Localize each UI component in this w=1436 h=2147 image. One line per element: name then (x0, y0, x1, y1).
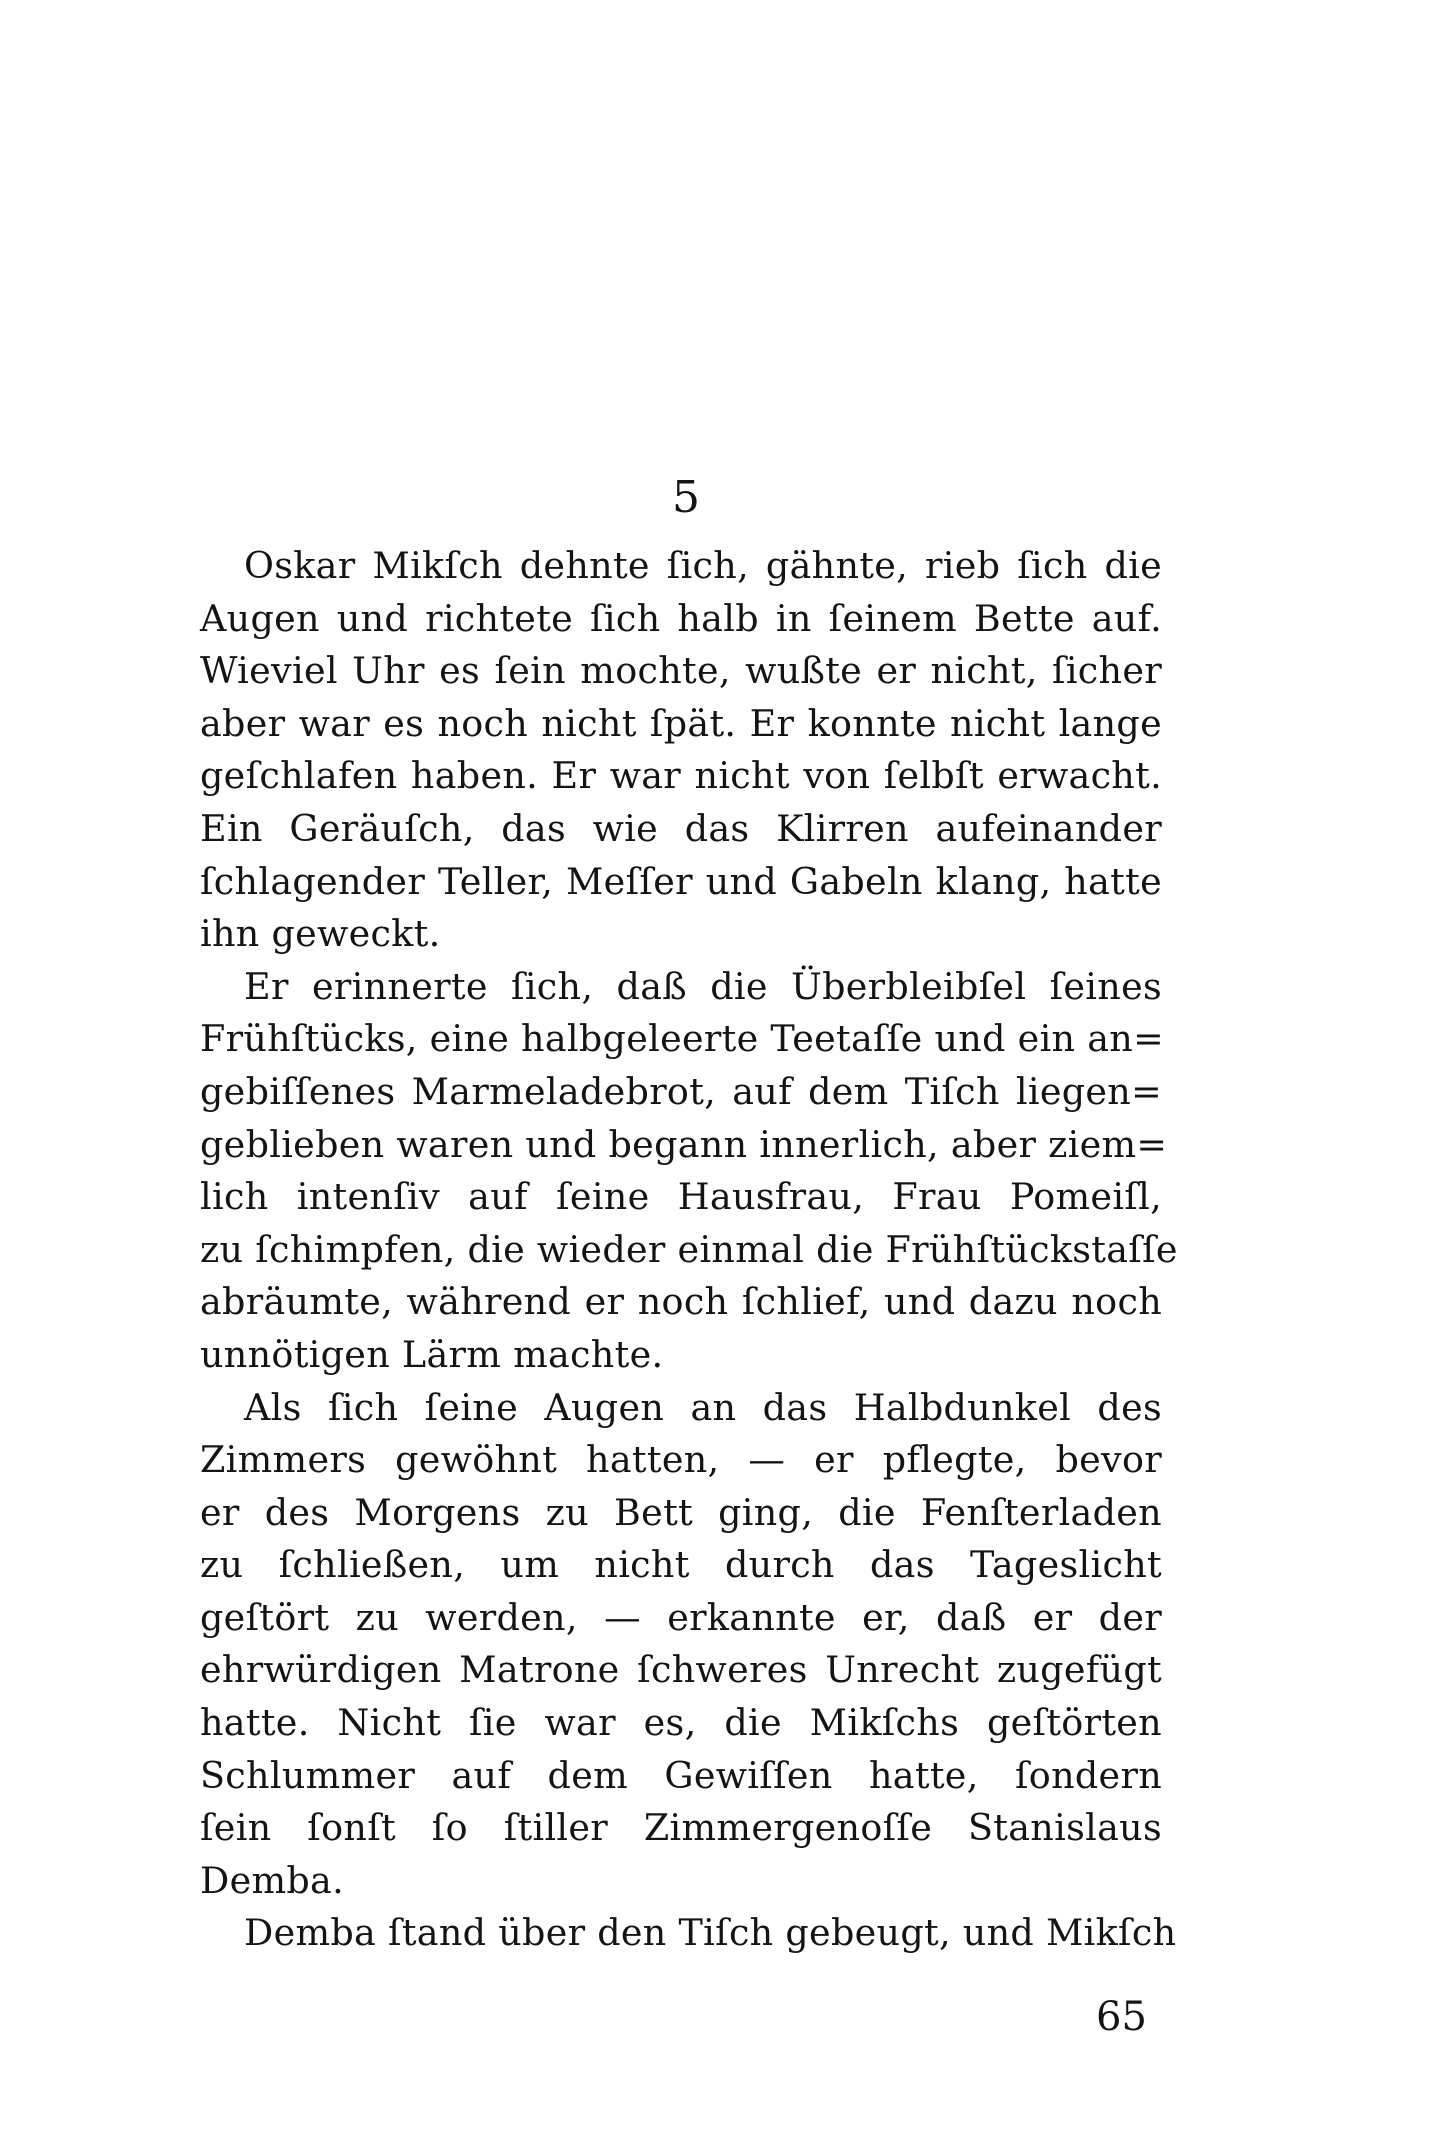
text-line: ſein ſonſt ſo ſtiller Zimmergenoſſe Stanislaus (200, 1806, 1162, 1850)
text-line: ihn geweckt. (200, 912, 441, 956)
text-line: geſchlafen haben. Er war nicht von ſelbſt erwacht. (200, 754, 1162, 798)
text-line: er des Morgens zu Bett ging, die Fenſterladen (200, 1490, 1162, 1534)
text-line: Demba ſtand über den Tiſch gebeugt, und Mikſch (244, 1911, 1177, 1955)
text-line: Wieviel Uhr es ſein mochte, wußte er nicht, ſicher (200, 649, 1162, 693)
text-line: lich intenſiv auf ſeine Hausfrau, Frau Pomeiſl, (200, 1175, 1162, 1219)
text-line: ſchlagender Teller, Meſſer und Gabeln klang, hatte (200, 859, 1162, 903)
text-line: Oskar Mikſch dehnte ſich, gähnte, rieb ſich die (244, 544, 1162, 587)
text-line: Frühſtücks, eine halbgeleerte Teetaſſe und ein an= (200, 1017, 1164, 1061)
text-line: Augen und richtete ſich halb in ſeinem Bette auf. (200, 596, 1162, 640)
text-line: hatte. Nicht ſie war es, die Mikſchs geſtörten (200, 1701, 1162, 1745)
text-line: unnötigen Lärm machte. (200, 1332, 664, 1376)
text-line: Ein Geräuſch, das wie das Klirren aufeinander (200, 806, 1162, 850)
text-line: Zimmers gewöhnt hatten, — er pflegte, bevor (200, 1438, 1162, 1482)
text-line: aber war es noch nicht ſpät. Er konnte nicht lange (200, 701, 1162, 745)
text-line: Schlummer auf dem Gewiſſen hatte, ſondern (200, 1753, 1162, 1797)
text-line: geſtört zu werden, — erkannte er, daß er der (200, 1595, 1162, 1639)
text-line: zu ſchimpfen, die wieder einmal die Frühſtückstaſſe (200, 1227, 1178, 1271)
text-line: Als ſich ſeine Augen an das Halbdunkel des (244, 1385, 1162, 1429)
text-line: gebiſſenes Marmeladebrot, auf dem Tiſch liegen= (200, 1069, 1162, 1113)
text-line: abräumte, während er noch ſchlief, und dazu noch (200, 1280, 1162, 1324)
text-line: ehrwürdigen Matrone ſchweres Unrecht zugefügt (200, 1648, 1162, 1692)
body-text (200, 540, 1178, 1960)
chapter-number: 5 (672, 472, 700, 523)
text-line: Er erinnerte ſich, daß die Überbleibſel ſeines (244, 964, 1162, 1008)
text-line: geblieben waren und begann innerlich, aber ziem= (200, 1122, 1168, 1166)
text-line: zu ſchließen, um nicht durch das Tageslicht (200, 1543, 1162, 1587)
page-number: 65 (1096, 1994, 1147, 2040)
text-line: Demba. (200, 1858, 345, 1902)
